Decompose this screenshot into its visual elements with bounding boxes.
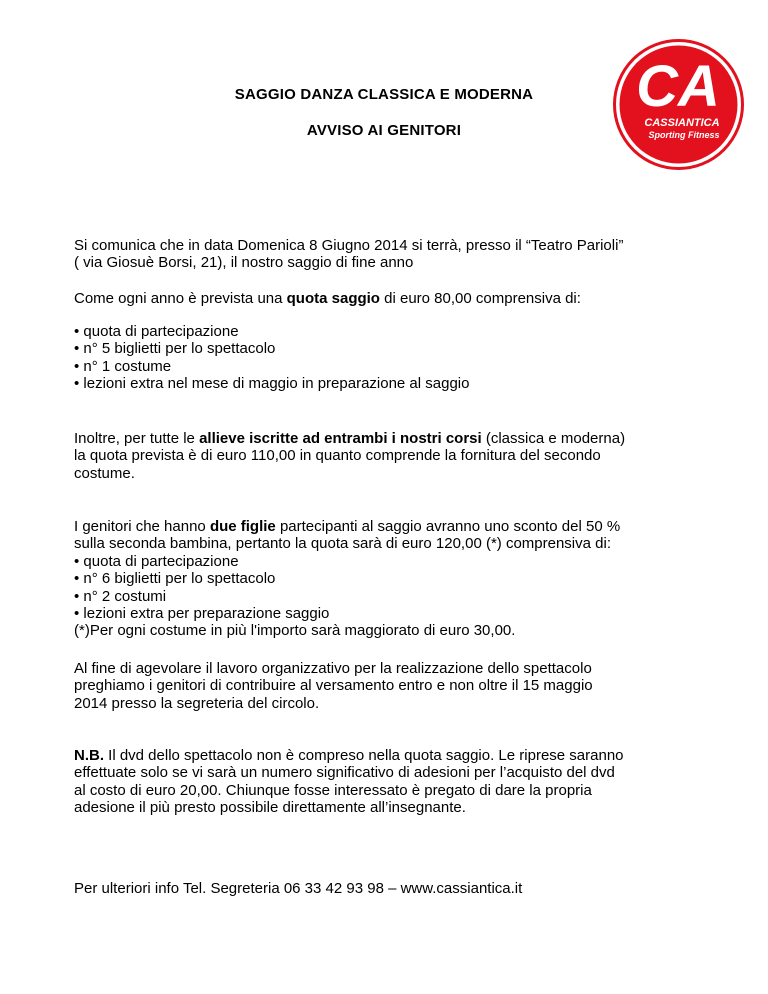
list-item: • n° 2 costumi xyxy=(74,587,167,605)
inoltre-text: (classica e moderna) xyxy=(481,430,626,447)
nb-paragraph xyxy=(74,747,714,817)
quota-paragraph xyxy=(74,290,714,307)
list-item: • n° 1 costume xyxy=(74,357,172,375)
list-item: • lezioni extra nel mese di maggio in preparazione al saggio xyxy=(74,375,470,393)
list-item: • n° 6 biglietti per lo spettacolo xyxy=(74,570,276,588)
inoltre-emphasis: allieve iscritte ad entrambi i nostri corsi xyxy=(199,430,482,447)
footer-text: Per ulteriori info Tel. Segreteria 06 33 42 93 98 – www.cassiantica.it xyxy=(74,880,523,897)
quota-text: Come ogni anno è prevista una xyxy=(74,290,287,307)
figlie-paragraph xyxy=(74,518,714,640)
nb-text: Il dvd dello spettacolo non è compreso nella quota saggio. Le riprese saranno xyxy=(104,747,624,764)
list-item: • n° 5 biglietti per lo spettacolo xyxy=(74,340,276,358)
fine-paragraph xyxy=(74,660,714,712)
inoltre-line: costume. xyxy=(74,464,135,482)
quota-text: di euro 80,00 comprensiva di: xyxy=(379,290,581,307)
list-item: • quota di partecipazione xyxy=(74,552,239,570)
fine-line: 2014 presso la segreteria del circolo. xyxy=(74,694,320,712)
nb-line: adesione il più presto possibile direttamente all’insegnante. xyxy=(74,799,466,817)
list-item: • lezioni extra per preparazione saggio xyxy=(74,605,330,623)
fine-line: Al fine di agevolare il lavoro organizzativo per la realizzazione dello spettacolo xyxy=(74,660,592,677)
quota-emphasis: quota saggio xyxy=(286,290,380,307)
figlie-line: sulla seconda bambina, pertanto la quota sarà di euro 120,00 (*) comprensiva di: xyxy=(74,535,611,553)
document-title: SAGGIO DANZA CLASSICA E MODERNA xyxy=(234,86,534,103)
figlie-text: partecipanti al saggio avranno uno sconto del 50 % xyxy=(275,518,621,535)
figlie-note: (*)Per ogni costume in più l'importo sarà maggiorato di euro 30,00. xyxy=(74,622,516,640)
inoltre-line: la quota prevista è di euro 110,00 in quanto comprende la fornitura del secondo xyxy=(74,447,601,465)
document-subtitle: AVVISO AI GENITORI xyxy=(306,122,462,139)
inoltre-paragraph xyxy=(74,430,714,482)
quota-list xyxy=(74,323,714,393)
cassiantica-logo xyxy=(612,38,745,171)
logo-letters: CA xyxy=(636,54,720,119)
nb-line: al costo di euro 20,00. Chiunque fosse interessato è pregato di dare la propria xyxy=(74,781,592,799)
footer-contact xyxy=(74,880,714,897)
nb-label: N.B. xyxy=(74,747,104,764)
fine-line: preghiamo i genitori di contribuire al versamento entro e non oltre il 15 maggio xyxy=(74,677,593,695)
list-item: • quota di partecipazione xyxy=(74,323,239,340)
figlie-text: I genitori che hanno xyxy=(74,518,210,535)
nb-line: effettuate solo se vi sarà un numero significativo di adesioni per l’acquisto del dvd xyxy=(74,764,615,782)
intro-line: ( via Giosuè Borsi, 21), il nostro saggio di fine anno xyxy=(74,254,414,272)
intro-line: Si comunica che in data Domenica 8 Giugno 2014 si terrà, presso il “Teatro Parioli” xyxy=(74,237,624,254)
figlie-emphasis: due figlie xyxy=(209,518,276,535)
inoltre-text: Inoltre, per tutte le xyxy=(74,430,200,447)
logo-brand: CASSIANTICA xyxy=(644,117,720,129)
logo-tagline: Sporting Fitness xyxy=(648,130,720,140)
intro-paragraph xyxy=(74,237,714,272)
